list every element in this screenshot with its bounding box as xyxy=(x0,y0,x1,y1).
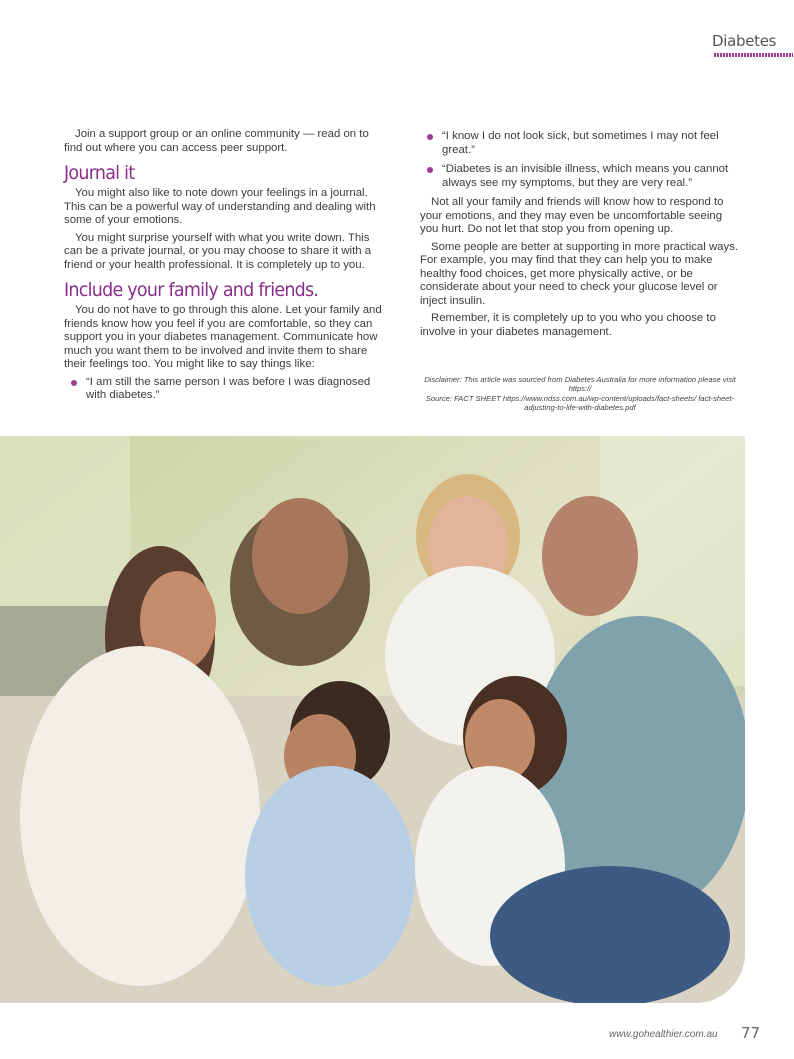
left-column xyxy=(64,128,384,409)
quote-list-continued xyxy=(420,130,740,190)
journal-paragraph-2: You might surprise yourself with what you write down. This can be a private journal, or you may choose to share it with a friend or your health professional. It is completely up to you. xyxy=(64,231,372,271)
footer-url: www.gohealthier.com.au xyxy=(609,1029,718,1040)
quote-text: “I am still the same person I was before I was diagnosed with diabetes.” xyxy=(86,375,371,401)
family-photo xyxy=(0,436,745,1003)
quote-text: “Diabetes is an invisible illness, which means you cannot always see my symptoms, but they are very real.” xyxy=(442,163,729,189)
family-paragraph: You do not have to go through this alone. Let your family and friends know how you feel if you are comfortable, so they can support you in your diabetes management. Communicate how much you want them to be involved and invite them to share their feelings too. You might like to say things like: xyxy=(64,304,382,370)
list-item xyxy=(64,376,384,403)
list-item xyxy=(420,163,740,190)
right-paragraph-2: Some people are better at supporting in more practical ways. For example, you may find that they can help you to make healthy food choices, get more physically active, or be considerate about your need to check your glucose level or inject insulin. xyxy=(420,240,739,307)
quote-text: “I know I do not look sick, but sometimes I may not feel great.” xyxy=(442,130,719,156)
source-disclaimer xyxy=(420,375,740,413)
right-column xyxy=(420,128,740,343)
right-paragraph-3: Remember, it is completely up to you who you choose to involve in your diabetes management. xyxy=(420,312,716,338)
page-number: 77 xyxy=(741,1024,761,1042)
bullet-dot-icon xyxy=(427,167,433,173)
disclaimer-text: Disclaimer: This article was sourced from Diabetes Australia for more information please visit https:// xyxy=(424,375,736,393)
bullet-dot-icon xyxy=(71,380,77,386)
intro-paragraph: Join a support group or an online community — read on to find out where you can access peer support. xyxy=(64,128,369,154)
list-item xyxy=(420,130,740,157)
right-paragraph-1: Not all your family and friends will know how to respond to your emotions, and they may even be uncomfortable seeing you hurt. Do not let that stop you from opening up. xyxy=(420,196,724,235)
family-photo-illustration xyxy=(0,436,745,1003)
journal-heading: Journal it xyxy=(64,162,135,184)
section-tag-rule xyxy=(714,53,793,57)
family-heading: Include your family and friends. xyxy=(64,279,319,301)
source-text: Source: FACT SHEET https://www.ndss.com.au/wp-content/uploads/fact-sheets/ fact-sheet-adjusting-to-life-with-diabetes.pdf xyxy=(425,394,735,412)
bullet-dot-icon xyxy=(427,134,433,140)
quote-list xyxy=(64,376,384,403)
section-tag: Diabetes xyxy=(712,32,777,50)
journal-paragraph-1: You might also like to note down your feelings in a journal. This can be a powerful way of understanding and dealing with some of your emotions. xyxy=(64,187,376,226)
